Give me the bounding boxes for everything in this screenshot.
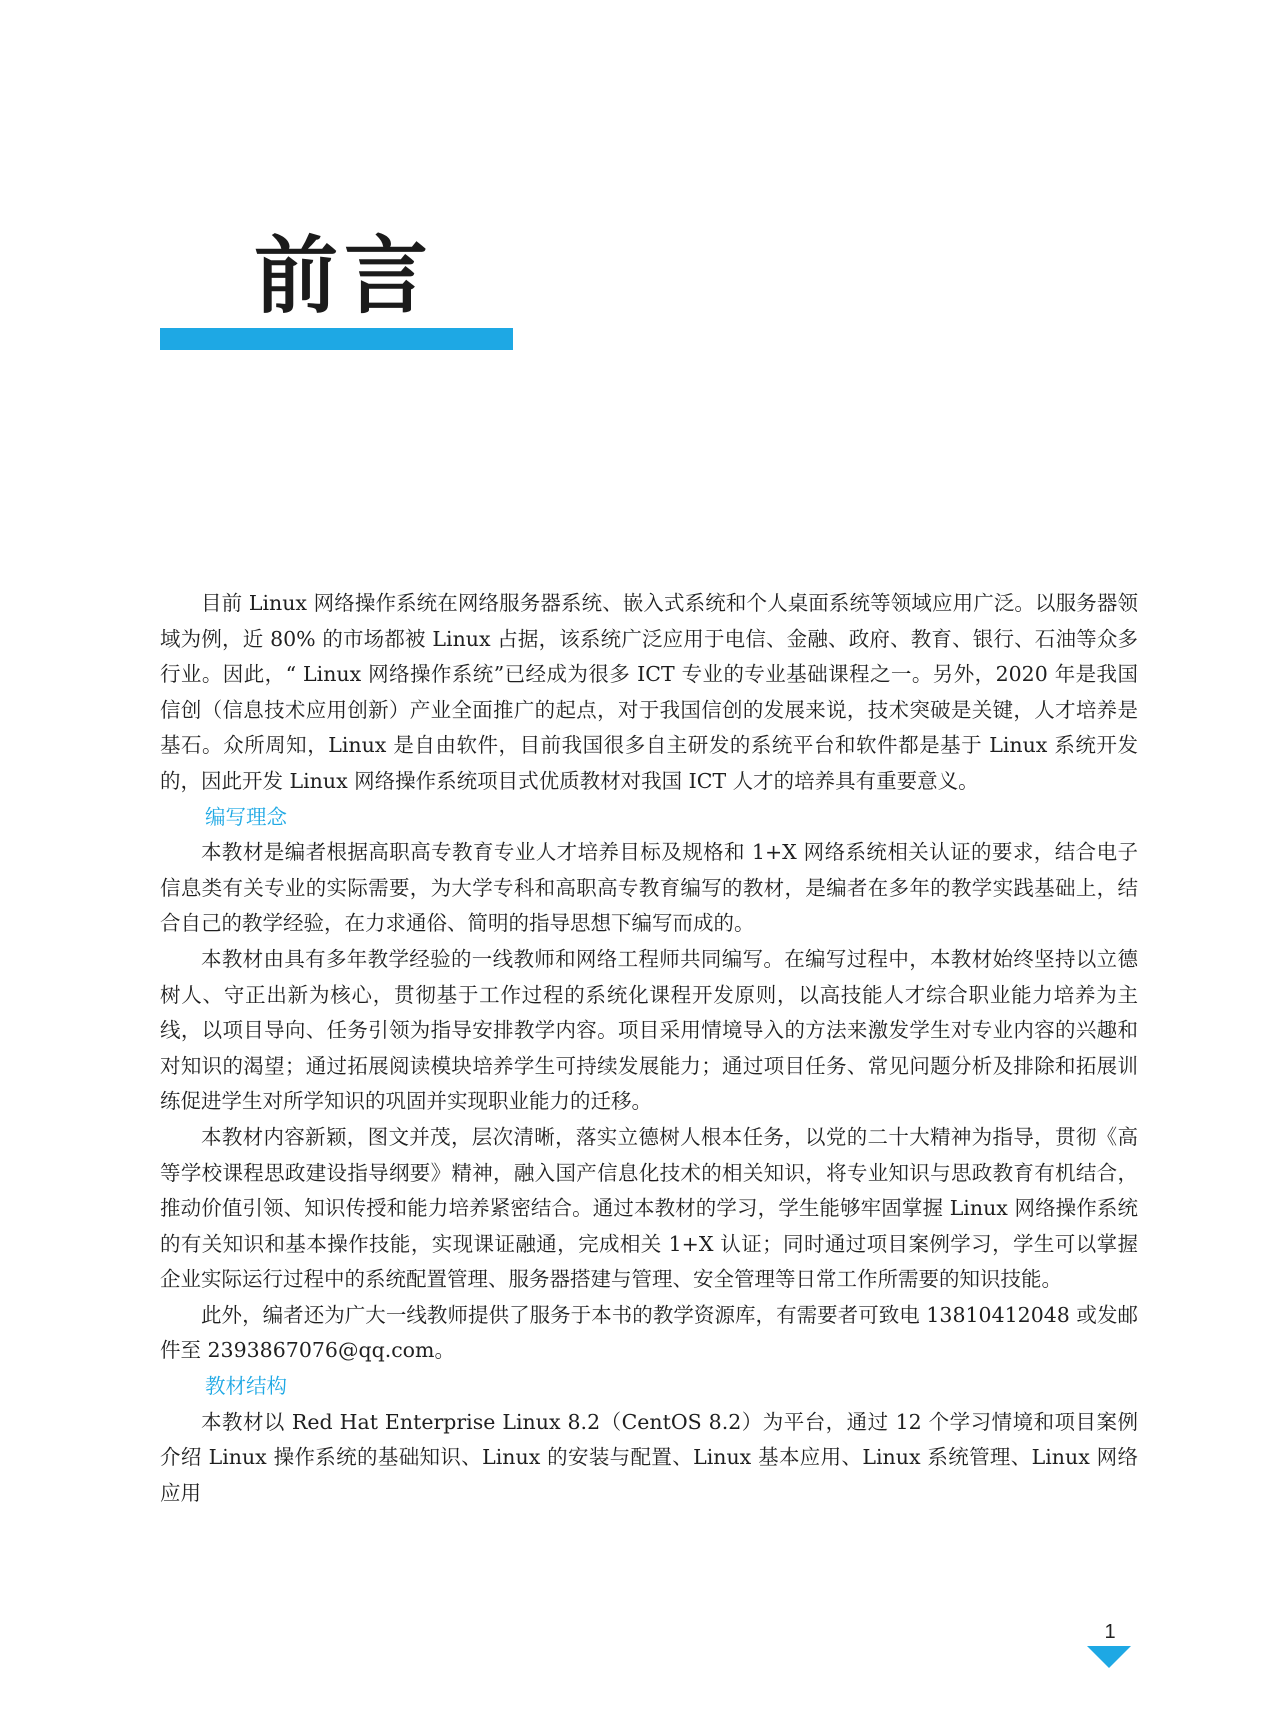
structure-paragraph-1: 本教材以 Red Hat Enterprise Linux 8.2（CentOS 8.2）为平台，通过 12 个学习情境和项目案例介绍 Linux 操作系统的基础知识、Linux 的安装与配置、Linux 基本应用、Linux 系统管理、Linux 网络应用 — [160, 1409, 1138, 1505]
page-marker-triangle-icon — [1087, 1646, 1131, 1670]
concept-paragraph-4: 此外，编者还为广大一线教师提供了服务于本书的教学资源库，有需要者可致电 13810412048 或发邮件至 2393867076@qq.com。 — [160, 1302, 1138, 1363]
page-number: 1 — [1104, 1621, 1116, 1643]
concept-paragraph-2: 本教材由具有多年教学经验的一线教师和网络工程师共同编写。在编写过程中，本教材始终坚持以立德树人、守正出新为核心，贯彻基于工作过程的系统化课程开发原则，以高技能人才综合职业能力培养为主线，以项目导向、任务引领为指导安排教学内容。项目采用情境导入的方法来激发学生对专业内容的兴趣和对知识的渴望；通过拓展阅读模块培养学生可持续发展能力；通过项目任务、常见问题分析及排除和拓展训练促进学生对所学知识的巩固并实现职业能力的迁移。 — [160, 946, 1138, 1114]
section-heading-textbook-structure: 教材结构 — [205, 1374, 287, 1399]
section-heading-writing-concept: 编写理念 — [205, 804, 287, 829]
concept-paragraph-1: 本教材是编者根据高职高专教育专业人才培养目标及规格和 1+X 网络系统相关认证的要求，结合电子信息类有关专业的实际需要，为大学专科和高职高专教育编写的教材，是编者在多年的教学实践基础上，结合自己的教学经验，在力求通俗、简明的指导思想下编写而成的。 — [160, 840, 1138, 936]
concept-paragraph-3: 本教材内容新颖，图文并茂，层次清晰，落实立德树人根本任务，以党的二十大精神为指导，贯彻《高等学校课程思政建设指导纲要》精神，融入国产信息化技术的相关知识，将专业知识与思政教育有机结合，推动价值引领、知识传授和能力培养紧密结合。通过本教材的学习，学生能够牢固掌握 Linux 网络操作系统的有关知识和基本操作技能，实现课证融通，完成相关 1+X 认证；同时通过项目案例学习，学生可以掌握企业实际运行过程中的系统配置管理、服务器搭建与管理、安全管理等日常工作所需要的知识技能。 — [160, 1124, 1138, 1292]
preface-body — [160, 586, 1138, 1511]
page-marker-triangle-shape — [1087, 1646, 1131, 1668]
title-underline-bar — [160, 328, 513, 350]
title-underline-fill — [160, 328, 513, 350]
intro-paragraph: 目前 Linux 网络操作系统在网络服务器系统、嵌入式系统和个人桌面系统等领域应用广泛。以服务器领域为例，近 80% 的市场都被 Linux 占据，该系统广泛应用于电信、金融、政府、教育、银行、石油等众多行业。因此，“ Linux 网络操作系统”已经成为很多 ICT 专业的专业基础课程之一。另外，2020 年是我国信创（信息技术应用创新）产业全面推广的起点，对于我国信创的发展来说，技术突破是关键，人才培养是基石。众所周知，Linux 是自由软件，目前我国很多自主研发的系统平台和软件都是基于 Linux 系统开发的，因此开发 Linux 网络操作系统项目式优质教材对我国 ICT 人才的培养具有重要意义。 — [160, 591, 1138, 793]
page-title: 前言 — [254, 227, 435, 325]
